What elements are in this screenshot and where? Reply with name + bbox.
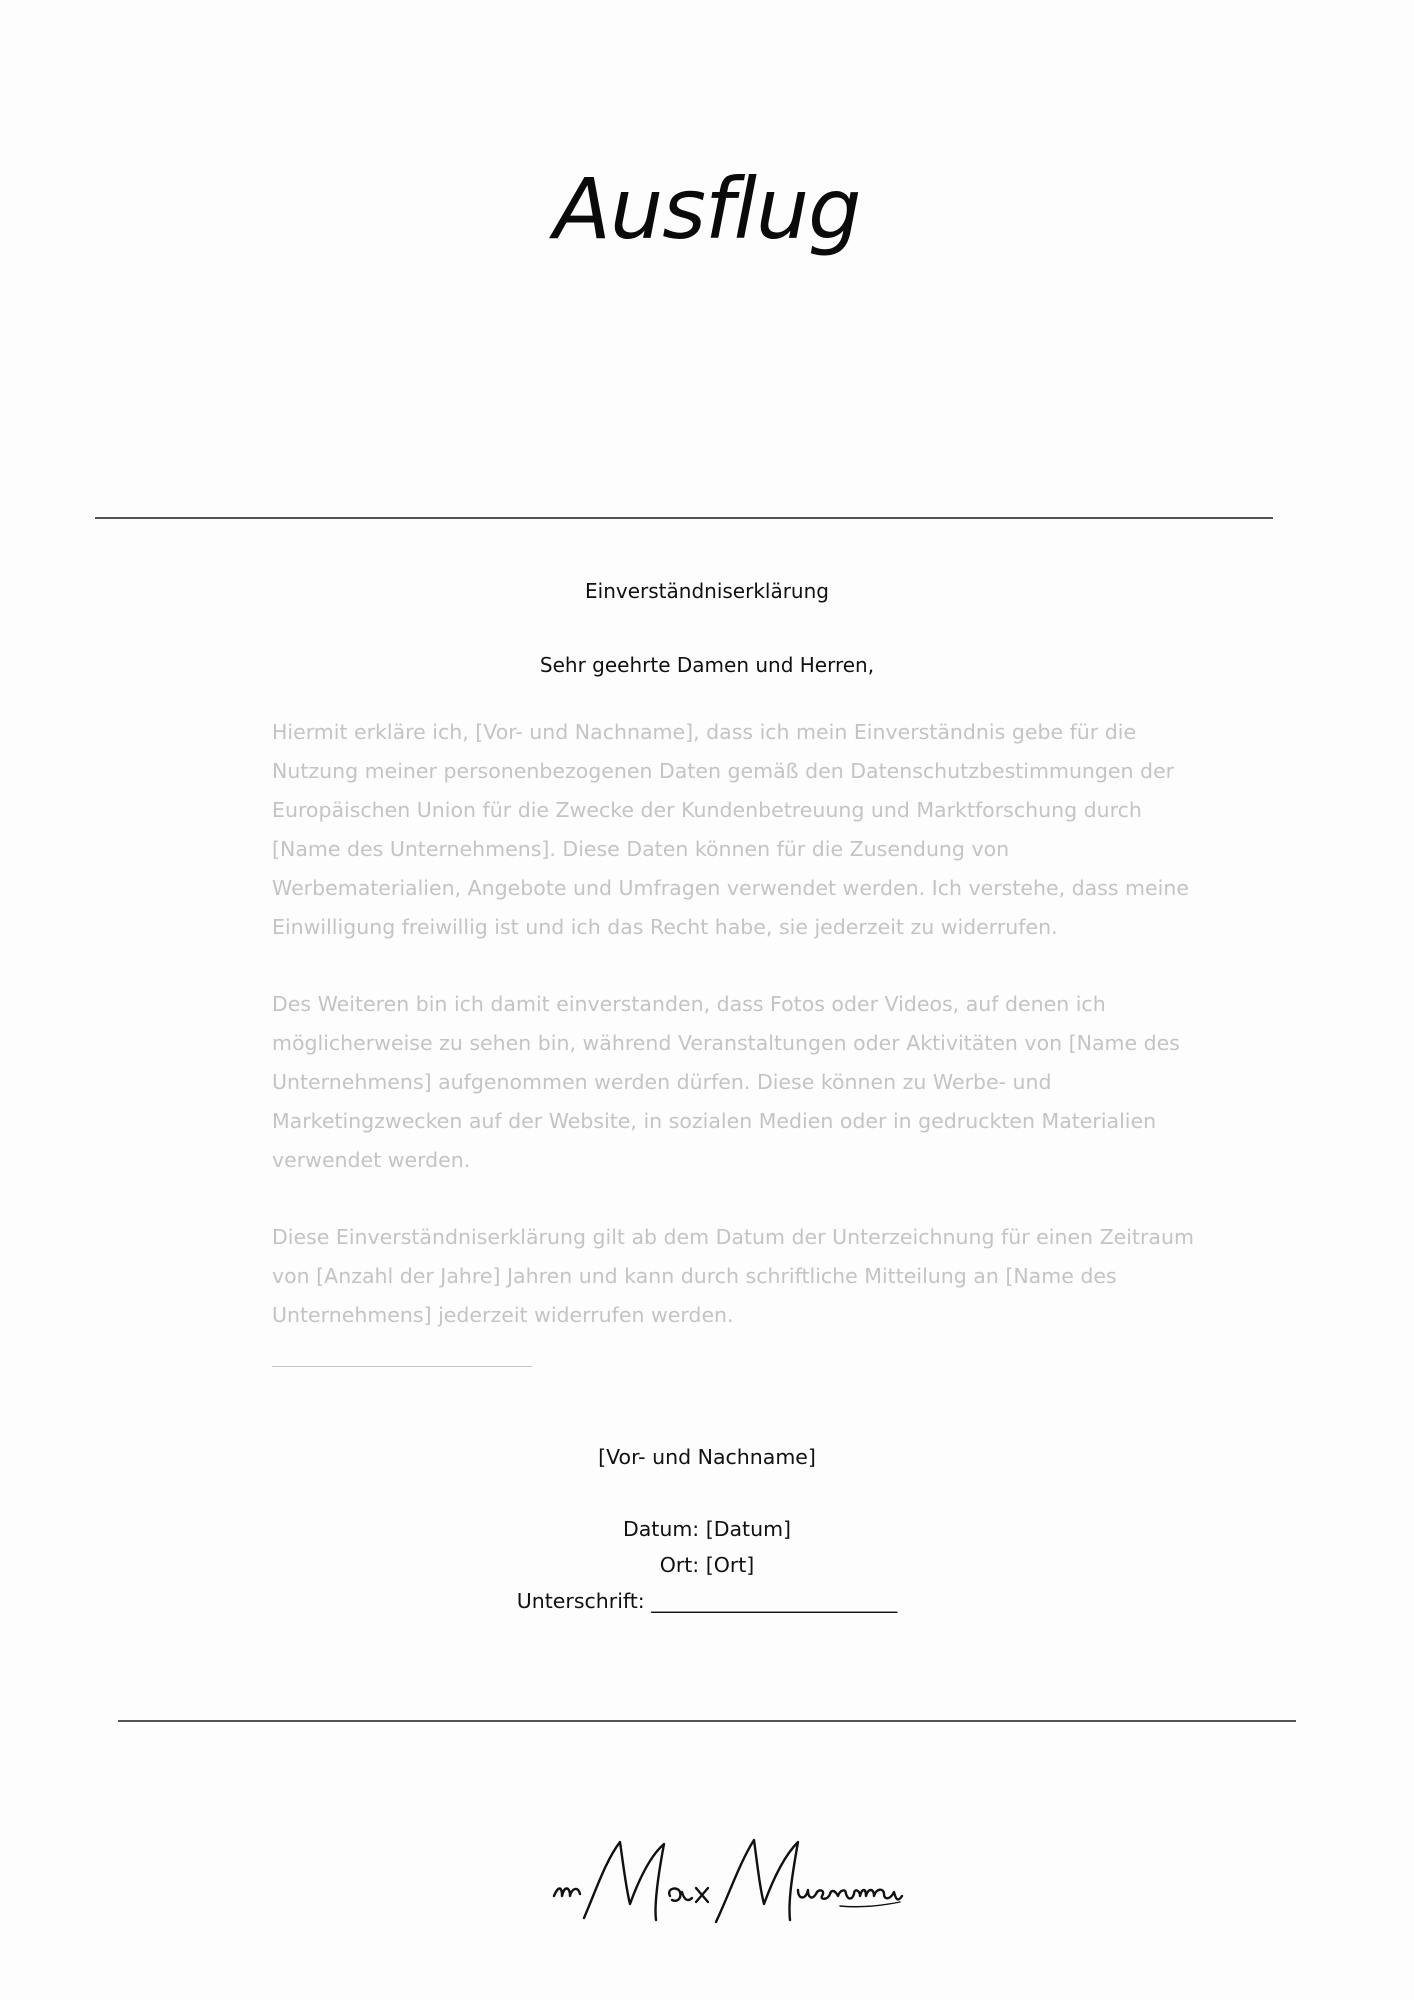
short-separator [272,1366,532,1367]
document-title: Ausflug [553,160,861,258]
top-divider [95,517,1273,519]
signature-field: Unterschrift: ________________________ [516,1589,898,1613]
paragraph-media-consent: Des Weiteren bin ich damit einverstanden, dass Fotos oder Videos, auf denen ich möglicherweise zu sehen bin, während Veranstaltungen oder Aktivitäten von [Name des Unternehmens] aufgenommen werden dürfen. Diese können zu Werbe- und Marketingzwecken auf der Website, in sozialen Medien oder in gedruckten Materialien verwendet werden. [272,992,1180,1172]
handwritten-signature [540,1830,910,1940]
bottom-divider [118,1720,1296,1722]
date-field: Datum: [Datum] [622,1517,792,1541]
consent-heading: Einverständniserklärung [585,579,829,603]
paragraph-validity: Diese Einverständniserklärung gilt ab dem Datum der Unterzeichnung für einen Zeitraum von [Anzahl der Jahre] Jahren und kann durch schriftliche Mitteilung an [Name des Unternehmens] jederzeit widerrufen werden. [272,1225,1194,1327]
name-placeholder: [Vor- und Nachname] [598,1445,816,1469]
place-field: Ort: [Ort] [659,1553,755,1577]
paragraph-data-consent: Hiermit erkläre ich, [Vor- und Nachname], dass ich mein Einverständnis gebe für die Nutzung meiner personenbezogenen Daten gemäß den Datenschutzbestimmungen der Europäischen Union für die Zwecke der Kundenbetreuung und Marktforschung durch [Name des Unternehmens]. Diese Daten können für die Zusendung von Werbematerialien, Angebote und Umfragen verwendet werden. Ich verstehe, dass meine Einwilligung freiwillig ist und ich das Recht habe, sie jederzeit zu widerrufen. [272,720,1189,939]
salutation: Sehr geehrte Damen und Herren, [539,653,875,677]
